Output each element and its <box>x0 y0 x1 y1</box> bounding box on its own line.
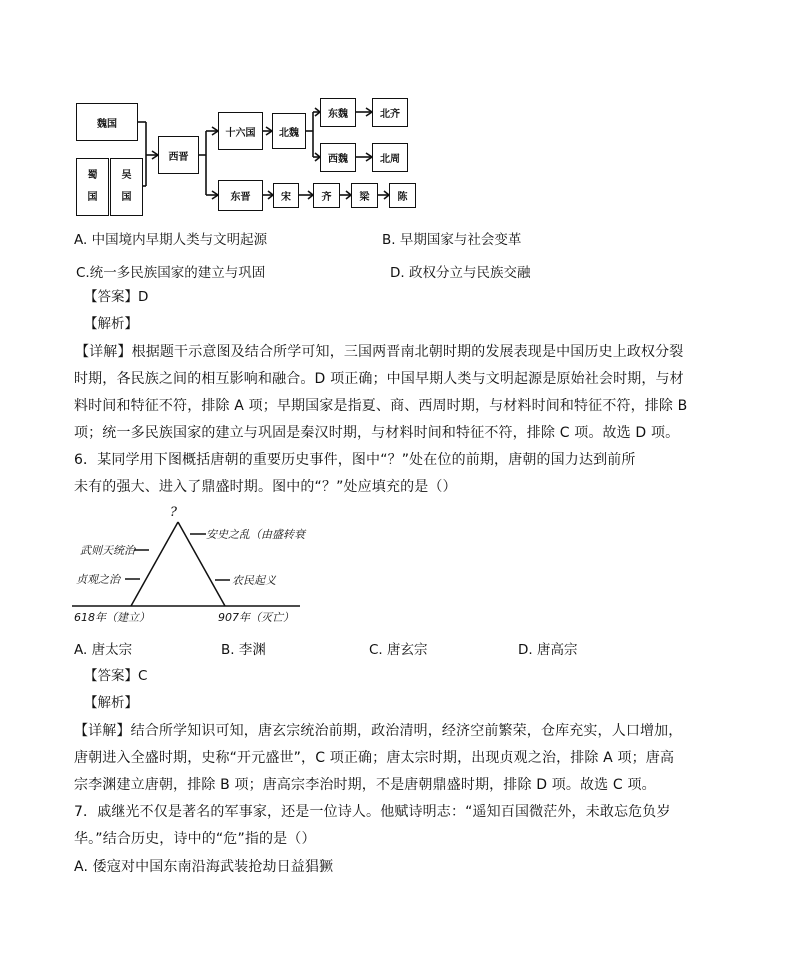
box-xijin <box>158 136 199 174</box>
label-xiwei: 西魏 <box>328 154 348 165</box>
tang-anshi-label: 安史之乱（由盛转衰 <box>206 528 305 541</box>
q5-option-a: A. 中国境内早期人类与文明起源 <box>74 232 268 248</box>
q6-analysis-label: 【解析】 <box>84 695 138 711</box>
box-beiwei <box>272 113 306 149</box>
tang-start-label: 618年（建立） <box>74 611 150 624</box>
label-shu-1: 蜀 <box>87 170 98 181</box>
q5-detail-line: 料时间和特征不符，排除 A 项；早期国家是指夏、商、西周时期，与材料时间和特征不符，排除 B <box>74 398 688 414</box>
label-dongwei: 东魏 <box>328 109 348 120</box>
q5-option-c: C.统一多民族国家的建立与巩固 <box>76 265 266 281</box>
box-xiwei <box>320 143 356 172</box>
label-shiliuguo: 十六国 <box>225 127 256 139</box>
box-song <box>273 183 299 208</box>
q5-detail-line: 【详解】根据题干示意图及结合所学可知，三国两晋南北朝时期的发展表现是中国历史上政权分裂 <box>75 344 684 360</box>
tang-apex-question: ? <box>170 505 177 520</box>
q7-stem-line: 7．戚继光不仅是著名的军事家，还是一位诗人。他赋诗明志：“遥知百国微茫外，未敢忘危负岁 <box>74 804 671 820</box>
q5-detail-line: 项；统一多民族国家的建立与巩固是秦汉时期，与材料时间和特征不符，排除 C 项。故选 D 项。 <box>74 425 680 441</box>
label-wu-2: 国 <box>121 192 132 203</box>
label-wu-1: 吴 <box>121 170 132 181</box>
q5-option-b: B. 早期国家与社会变革 <box>382 232 522 248</box>
q6-detail-line: 唐朝进入全盛时期，史称“开元盛世”，C 项正确；唐太宗时期，出现贞观之治，排除 A 项；唐高 <box>74 750 675 766</box>
box-wu <box>110 158 143 216</box>
label-wei: 魏国 <box>97 118 117 130</box>
box-beiqi <box>372 98 408 127</box>
label-beiwei: 北魏 <box>279 127 299 139</box>
label-xijin: 西晋 <box>168 151 189 163</box>
box-qi <box>313 183 340 208</box>
box-wei <box>76 103 138 141</box>
tang-wuzetian-label: 武则天统治 <box>80 544 135 557</box>
q5-option-d: D. 政权分立与民族交融 <box>390 265 531 281</box>
label-qi: 齐 <box>321 192 332 203</box>
label-beizhou: 北周 <box>380 154 400 165</box>
tang-nongmin-label: 农民起义 <box>232 574 276 587</box>
label-chen: 陈 <box>397 192 408 203</box>
q5-answer: 【答案】D <box>84 289 149 305</box>
q6-stem-line: 未有的强大、进入了鼎盛时期。图中的“？”处应填充的是（） <box>74 479 457 495</box>
label-liang: 梁 <box>359 192 370 203</box>
q7-option-a: A. 倭寇对中国东南沿海武装抢劫日益猖獗 <box>74 859 334 875</box>
label-shu-2: 国 <box>87 192 98 203</box>
box-liang <box>351 183 378 208</box>
box-beizhou <box>372 143 408 172</box>
q6-option-d: D. 唐高宗 <box>518 642 578 658</box>
box-dongjin <box>218 180 263 211</box>
box-chen <box>389 183 416 208</box>
q6-option-a: A. 唐太宗 <box>74 642 133 658</box>
q6-answer: 【答案】C <box>84 668 148 684</box>
label-dongjin: 东晋 <box>230 192 251 203</box>
label-beiqi: 北齐 <box>380 109 400 120</box>
q6-option-c: C. 唐玄宗 <box>369 642 428 658</box>
q7-stem-line: 华。”结合历史，诗中的“危”指的是（） <box>74 831 316 847</box>
label-song: 宋 <box>281 192 291 203</box>
box-shu <box>76 158 109 216</box>
box-shiliuguo <box>218 112 263 150</box>
q5-analysis-label: 【解析】 <box>84 316 138 332</box>
box-dongwei <box>320 98 356 127</box>
q6-detail-line: 宗李渊建立唐朝，排除 B 项；唐高宗李治时期，不是唐朝鼎盛时期，排除 D 项。故选 C 项。 <box>74 777 656 793</box>
tang-end-label: 907年（灭亡） <box>218 611 294 624</box>
q6-stem-line: 6．某同学用下图概括唐朝的重要历史事件，图中“？”处在位的前期，唐朝的国力达到前所 <box>74 452 636 468</box>
q6-option-b: B. 李渊 <box>221 642 266 658</box>
q6-detail-line: 【详解】结合所学知识可知，唐玄宗统治前期，政治清明，经济空前繁荣，仓库充实，人口增加， <box>74 723 683 739</box>
q5-detail-line: 时期，各民族之间的相互影响和融合。D 项正确；中国早期人类与文明起源是原始社会时期，与材 <box>74 371 684 387</box>
tang-zhenguan-label: 贞观之治 <box>76 573 120 586</box>
